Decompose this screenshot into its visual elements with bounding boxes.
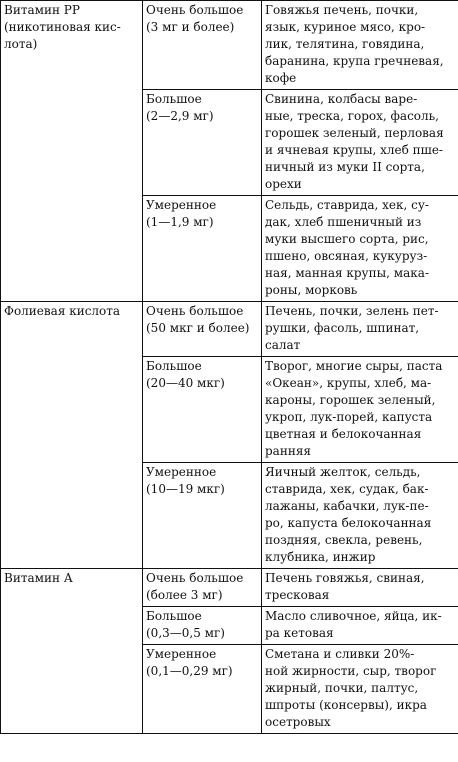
vitamin-name-cell [1, 1, 143, 302]
food-sources-line: осетровых [265, 715, 331, 729]
food-sources-line: и ячневая крупы, хлеб пше- [265, 143, 443, 157]
food-sources-line: язык, куриное мясо, кро- [265, 20, 426, 34]
food-sources-line: орехи [265, 177, 302, 191]
food-sources-line: цветная и белокочанная [265, 427, 422, 441]
food-sources-line: поздняя, свекла, ревень, [265, 533, 423, 547]
food-sources-cell [262, 463, 458, 569]
vitamin-name-line: (никотиновая кис- [4, 20, 121, 34]
food-sources-cell [262, 357, 458, 463]
food-sources-line: Печень говяжья, свиная, [265, 571, 425, 585]
vitamin-name-line: лота) [4, 37, 38, 51]
content-level-line: (2—2,9 мг) [146, 109, 214, 123]
food-sources-line: ра кетовая [265, 626, 334, 640]
food-sources-line: ничный из муки II сорта, [265, 160, 425, 174]
food-sources-line: Свинина, колбасы варе- [265, 92, 418, 106]
food-sources-line: ставрида, хек, судак, бак- [265, 482, 429, 496]
food-sources-line: ная, манная крупы, мака- [265, 266, 429, 280]
content-level-line: (10—19 мкг) [146, 482, 225, 496]
content-level-line: Большое [146, 359, 202, 373]
content-level-line: Очень большое [146, 3, 244, 17]
food-sources-cell [262, 569, 458, 607]
food-sources-line: дак, хлеб пшеничный из [265, 215, 422, 229]
food-sources-line: кофе [265, 71, 297, 85]
food-sources-line: горошек зеленый, перловая [265, 126, 444, 140]
content-level-cell [143, 196, 262, 302]
food-sources-line: роны, морковь [265, 283, 358, 297]
food-sources-line: «Океан», крупы, хлеб, ма- [265, 376, 432, 390]
food-sources-cell [262, 196, 458, 302]
food-sources-line: клубника, инжир [265, 550, 376, 564]
food-sources-cell [262, 607, 458, 645]
food-sources-cell [262, 645, 458, 734]
content-level-line: (более 3 мг) [146, 588, 223, 602]
content-level-line: Очень большое [146, 304, 244, 318]
food-sources-line: Говяжья печень, почки, [265, 3, 419, 17]
food-sources-line: пшено, овсяная, кукуруз- [265, 249, 428, 263]
food-sources-line: Творог, многие сыры, паста [265, 359, 443, 373]
content-level-cell [143, 569, 262, 607]
content-level-cell [143, 645, 262, 734]
food-sources-line: салат [265, 338, 301, 352]
food-sources-line: укроп, лук-порей, капуста [265, 410, 433, 424]
content-level-line: (0,1—0,29 мг) [146, 664, 233, 678]
food-sources-line: Масло сливочное, яйца, ик- [265, 609, 442, 623]
content-level-cell [143, 607, 262, 645]
food-sources-line: ные, треска, горох, фасоль, [265, 109, 439, 123]
content-level-cell [143, 463, 262, 569]
food-sources-line: Яичный желток, сельдь, [265, 465, 421, 479]
food-sources-cell [262, 90, 458, 196]
food-sources-line: Печень, почки, зелень пет- [265, 304, 439, 318]
food-sources-line: муки высшего сорта, рис, [265, 232, 429, 246]
food-sources-line: ро, капуста белокочанная [265, 516, 432, 530]
food-sources-line: ранняя [265, 444, 311, 458]
content-level-line: Умеренное [146, 198, 217, 212]
content-level-line: (3 мг и более) [146, 20, 235, 34]
table-row [1, 1, 458, 90]
vitamin-name-line: Витамин А [4, 571, 73, 585]
food-sources-line: кароны, горошек зеленый, [265, 393, 436, 407]
content-level-line: Большое [146, 609, 202, 623]
content-level-cell [143, 302, 262, 357]
food-sources-line: баранина, крупа гречневая, [265, 54, 444, 68]
content-level-line: (0,3—0,5 мг) [146, 626, 225, 640]
food-sources-line: Сельдь, ставрида, хек, су- [265, 198, 429, 212]
food-sources-line: ной жирности, сыр, творог [265, 664, 437, 678]
content-level-line: (20—40 мкг) [146, 376, 225, 390]
content-level-cell [143, 357, 262, 463]
vitamin-name-line: Фолиевая кислота [4, 304, 121, 318]
content-level-cell [143, 1, 262, 90]
food-sources-line: лик, телятина, говядина, [265, 37, 425, 51]
food-sources-line: шпроты (консервы), икра [265, 698, 427, 712]
content-level-line: Умеренное [146, 647, 217, 661]
content-level-line: (50 мкг и более) [146, 321, 250, 335]
food-sources-line: жирный, почки, палтус, [265, 681, 419, 695]
vitamin-name-line: Витамин РР [4, 3, 80, 17]
content-level-line: Большое [146, 92, 202, 106]
food-sources-line: рушки, фасоль, шпинат, [265, 321, 420, 335]
table-body [1, 1, 458, 734]
food-sources-line: Сметана и сливки 20%- [265, 647, 415, 661]
content-level-line: (1—1,9 мг) [146, 215, 214, 229]
food-sources-line: тресковая [265, 588, 330, 602]
table-row [1, 569, 458, 607]
table-row [1, 302, 458, 357]
content-level-line: Очень большое [146, 571, 244, 585]
food-sources-cell [262, 302, 458, 357]
vitamin-name-cell [1, 569, 143, 734]
food-sources-cell [262, 1, 458, 90]
content-level-line: Умеренное [146, 465, 217, 479]
food-sources-line: лажаны, кабачки, лук-пе- [265, 499, 429, 513]
vitamin-name-cell [1, 302, 143, 569]
content-level-cell [143, 90, 262, 196]
